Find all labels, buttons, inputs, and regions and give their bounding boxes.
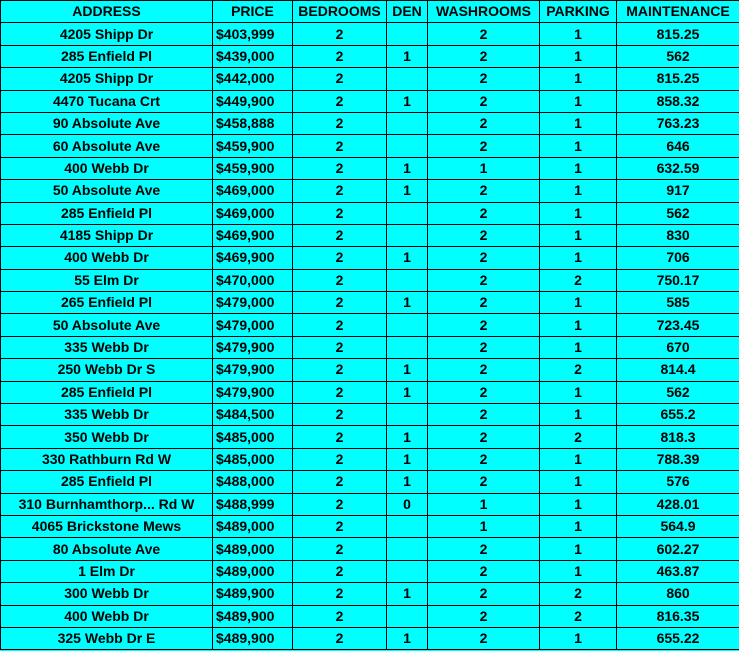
- address-cell: 330 Rathburn Rd W: [1, 448, 213, 470]
- table-body: [1, 23, 739, 650]
- washrooms-cell: 2: [428, 45, 540, 67]
- washrooms-cell: 2: [428, 23, 540, 45]
- bedrooms-cell: 2: [293, 23, 387, 45]
- maintenance-cell: 750.17: [617, 269, 739, 291]
- header-den: DEN: [387, 1, 428, 23]
- parking-cell: 1: [540, 68, 617, 90]
- parking-cell: 1: [540, 112, 617, 134]
- maintenance-cell: 917: [617, 180, 739, 202]
- header-parking: PARKING: [540, 1, 617, 23]
- washrooms-cell: 2: [428, 269, 540, 291]
- bedrooms-cell: 2: [293, 583, 387, 605]
- maintenance-cell: 632.59: [617, 157, 739, 179]
- bedrooms-cell: 2: [293, 247, 387, 269]
- parking-cell: 1: [540, 224, 617, 246]
- maintenance-cell: 463.87: [617, 560, 739, 582]
- maintenance-cell: 818.3: [617, 426, 739, 448]
- parking-cell: 1: [540, 448, 617, 470]
- price-cell: $479,000: [213, 314, 293, 336]
- table-row: [1, 135, 739, 157]
- table-row: [1, 292, 739, 314]
- parking-cell: 1: [540, 493, 617, 515]
- price-cell: $489,900: [213, 627, 293, 649]
- parking-cell: 1: [540, 292, 617, 314]
- table-row: [1, 202, 739, 224]
- parking-cell: 1: [540, 23, 617, 45]
- address-cell: 55 Elm Dr: [1, 269, 213, 291]
- address-cell: 325 Webb Dr E: [1, 627, 213, 649]
- den-cell: 1: [387, 381, 428, 403]
- price-cell: $488,000: [213, 471, 293, 493]
- header-bedrooms: BEDROOMS: [293, 1, 387, 23]
- maintenance-cell: 564.9: [617, 515, 739, 537]
- parking-cell: 1: [540, 202, 617, 224]
- washrooms-cell: 2: [428, 112, 540, 134]
- price-cell: $485,000: [213, 448, 293, 470]
- maintenance-cell: 655.2: [617, 404, 739, 426]
- price-cell: $489,000: [213, 515, 293, 537]
- bedrooms-cell: 2: [293, 471, 387, 493]
- parking-cell: 1: [540, 314, 617, 336]
- table-row: [1, 583, 739, 605]
- den-cell: [387, 23, 428, 45]
- price-cell: $479,900: [213, 359, 293, 381]
- address-cell: 400 Webb Dr: [1, 157, 213, 179]
- table-row: [1, 336, 739, 358]
- address-cell: 285 Enfield Pl: [1, 381, 213, 403]
- price-cell: $489,900: [213, 583, 293, 605]
- parking-cell: 1: [540, 538, 617, 560]
- washrooms-cell: 2: [428, 202, 540, 224]
- parking-cell: 2: [540, 605, 617, 627]
- den-cell: [387, 224, 428, 246]
- washrooms-cell: 2: [428, 90, 540, 112]
- bedrooms-cell: 2: [293, 224, 387, 246]
- washrooms-cell: 2: [428, 180, 540, 202]
- price-cell: $469,900: [213, 247, 293, 269]
- den-cell: [387, 202, 428, 224]
- table-row: [1, 515, 739, 537]
- table-row: [1, 538, 739, 560]
- bedrooms-cell: 2: [293, 627, 387, 649]
- bedrooms-cell: 2: [293, 381, 387, 403]
- washrooms-cell: 1: [428, 157, 540, 179]
- bedrooms-cell: 2: [293, 68, 387, 90]
- address-cell: 285 Enfield Pl: [1, 202, 213, 224]
- address-cell: 310 Burnhamthorp... Rd W: [1, 493, 213, 515]
- washrooms-cell: 2: [428, 605, 540, 627]
- price-cell: $469,000: [213, 180, 293, 202]
- address-cell: 80 Absolute Ave: [1, 538, 213, 560]
- den-cell: [387, 560, 428, 582]
- table-row: [1, 404, 739, 426]
- maintenance-cell: 585: [617, 292, 739, 314]
- address-cell: 50 Absolute Ave: [1, 314, 213, 336]
- address-cell: 265 Enfield Pl: [1, 292, 213, 314]
- address-cell: 4470 Tucana Crt: [1, 90, 213, 112]
- table-row: [1, 180, 739, 202]
- washrooms-cell: 2: [428, 336, 540, 358]
- address-cell: 335 Webb Dr: [1, 336, 213, 358]
- price-cell: $489,000: [213, 560, 293, 582]
- washrooms-cell: 2: [428, 292, 540, 314]
- bedrooms-cell: 2: [293, 292, 387, 314]
- parking-cell: 1: [540, 381, 617, 403]
- den-cell: [387, 515, 428, 537]
- washrooms-cell: 2: [428, 381, 540, 403]
- bedrooms-cell: 2: [293, 90, 387, 112]
- washrooms-cell: 2: [428, 314, 540, 336]
- table-row: [1, 112, 739, 134]
- address-cell: 335 Webb Dr: [1, 404, 213, 426]
- table-row: [1, 560, 739, 582]
- parking-cell: 1: [540, 471, 617, 493]
- washrooms-cell: 2: [428, 560, 540, 582]
- den-cell: 1: [387, 292, 428, 314]
- maintenance-cell: 602.27: [617, 538, 739, 560]
- den-cell: [387, 336, 428, 358]
- table-row: [1, 605, 739, 627]
- maintenance-cell: 815.25: [617, 23, 739, 45]
- den-cell: [387, 135, 428, 157]
- parking-cell: 1: [540, 135, 617, 157]
- table-row: [1, 224, 739, 246]
- address-cell: 250 Webb Dr S: [1, 359, 213, 381]
- table-row: [1, 157, 739, 179]
- address-cell: 4065 Brickstone Mews: [1, 515, 213, 537]
- price-cell: $459,900: [213, 157, 293, 179]
- parking-cell: 2: [540, 269, 617, 291]
- address-cell: 50 Absolute Ave: [1, 180, 213, 202]
- washrooms-cell: 2: [428, 224, 540, 246]
- den-cell: [387, 605, 428, 627]
- table-row: [1, 426, 739, 448]
- washrooms-cell: 2: [428, 68, 540, 90]
- price-cell: $449,900: [213, 90, 293, 112]
- maintenance-cell: 576: [617, 471, 739, 493]
- parking-cell: 1: [540, 180, 617, 202]
- den-cell: 1: [387, 45, 428, 67]
- bedrooms-cell: 2: [293, 493, 387, 515]
- table-row: [1, 90, 739, 112]
- maintenance-cell: 428.01: [617, 493, 739, 515]
- price-cell: $489,900: [213, 605, 293, 627]
- maintenance-cell: 655.22: [617, 627, 739, 649]
- price-cell: $459,900: [213, 135, 293, 157]
- den-cell: 1: [387, 180, 428, 202]
- price-cell: $439,000: [213, 45, 293, 67]
- price-cell: $469,000: [213, 202, 293, 224]
- washrooms-cell: 2: [428, 426, 540, 448]
- maintenance-cell: 858.32: [617, 90, 739, 112]
- header-maintenance: MAINTENANCE: [617, 1, 739, 23]
- address-cell: 285 Enfield Pl: [1, 45, 213, 67]
- bedrooms-cell: 2: [293, 135, 387, 157]
- den-cell: 1: [387, 448, 428, 470]
- bedrooms-cell: 2: [293, 202, 387, 224]
- bedrooms-cell: 2: [293, 157, 387, 179]
- den-cell: [387, 112, 428, 134]
- washrooms-cell: 2: [428, 471, 540, 493]
- table-row: [1, 23, 739, 45]
- price-cell: $470,000: [213, 269, 293, 291]
- den-cell: [387, 269, 428, 291]
- price-cell: $442,000: [213, 68, 293, 90]
- maintenance-cell: 788.39: [617, 448, 739, 470]
- bedrooms-cell: 2: [293, 359, 387, 381]
- table-row: [1, 448, 739, 470]
- table-row: [1, 45, 739, 67]
- table-row: [1, 359, 739, 381]
- header-washrooms: WASHROOMS: [428, 1, 540, 23]
- price-cell: $469,900: [213, 224, 293, 246]
- maintenance-cell: 562: [617, 45, 739, 67]
- washrooms-cell: 2: [428, 448, 540, 470]
- price-cell: $485,000: [213, 426, 293, 448]
- washrooms-cell: 2: [428, 538, 540, 560]
- maintenance-cell: 562: [617, 381, 739, 403]
- bedrooms-cell: 2: [293, 538, 387, 560]
- bedrooms-cell: 2: [293, 515, 387, 537]
- address-cell: 400 Webb Dr: [1, 247, 213, 269]
- address-cell: 4185 Shipp Dr: [1, 224, 213, 246]
- parking-cell: 1: [540, 45, 617, 67]
- parking-cell: 1: [540, 157, 617, 179]
- washrooms-cell: 2: [428, 583, 540, 605]
- address-cell: 1 Elm Dr: [1, 560, 213, 582]
- address-cell: 350 Webb Dr: [1, 426, 213, 448]
- maintenance-cell: 763.23: [617, 112, 739, 134]
- address-cell: 60 Absolute Ave: [1, 135, 213, 157]
- table-row: [1, 627, 739, 649]
- parking-cell: 1: [540, 90, 617, 112]
- table-row: [1, 493, 739, 515]
- den-cell: 1: [387, 583, 428, 605]
- bedrooms-cell: 2: [293, 112, 387, 134]
- washrooms-cell: 2: [428, 627, 540, 649]
- washrooms-cell: 2: [428, 359, 540, 381]
- table-row: [1, 247, 739, 269]
- price-cell: $489,000: [213, 538, 293, 560]
- address-cell: 400 Webb Dr: [1, 605, 213, 627]
- den-cell: 1: [387, 247, 428, 269]
- table-row: [1, 269, 739, 291]
- header-price: PRICE: [213, 1, 293, 23]
- maintenance-cell: 723.45: [617, 314, 739, 336]
- bedrooms-cell: 2: [293, 336, 387, 358]
- maintenance-cell: 562: [617, 202, 739, 224]
- header-row: [1, 1, 739, 23]
- den-cell: 1: [387, 157, 428, 179]
- den-cell: [387, 68, 428, 90]
- table-row: [1, 68, 739, 90]
- washrooms-cell: 1: [428, 515, 540, 537]
- washrooms-cell: 2: [428, 247, 540, 269]
- price-cell: $488,999: [213, 493, 293, 515]
- parking-cell: 1: [540, 515, 617, 537]
- den-cell: [387, 538, 428, 560]
- maintenance-cell: 816.35: [617, 605, 739, 627]
- parking-cell: 2: [540, 426, 617, 448]
- bedrooms-cell: 2: [293, 426, 387, 448]
- table-row: [1, 381, 739, 403]
- price-cell: $484,500: [213, 404, 293, 426]
- maintenance-cell: 815.25: [617, 68, 739, 90]
- washrooms-cell: 1: [428, 493, 540, 515]
- price-cell: $479,900: [213, 381, 293, 403]
- parking-cell: 1: [540, 404, 617, 426]
- price-cell: $479,900: [213, 336, 293, 358]
- bedrooms-cell: 2: [293, 314, 387, 336]
- bedrooms-cell: 2: [293, 404, 387, 426]
- den-cell: 1: [387, 359, 428, 381]
- bedrooms-cell: 2: [293, 180, 387, 202]
- table-row: [1, 314, 739, 336]
- parking-cell: 1: [540, 247, 617, 269]
- maintenance-cell: 670: [617, 336, 739, 358]
- parking-cell: 1: [540, 627, 617, 649]
- bedrooms-cell: 2: [293, 448, 387, 470]
- den-cell: [387, 404, 428, 426]
- bedrooms-cell: 2: [293, 45, 387, 67]
- bedrooms-cell: 2: [293, 269, 387, 291]
- parking-cell: 1: [540, 336, 617, 358]
- den-cell: 1: [387, 426, 428, 448]
- den-cell: 1: [387, 627, 428, 649]
- address-cell: 4205 Shipp Dr: [1, 68, 213, 90]
- washrooms-cell: 2: [428, 135, 540, 157]
- address-cell: 90 Absolute Ave: [1, 112, 213, 134]
- den-cell: 1: [387, 90, 428, 112]
- parking-cell: 2: [540, 583, 617, 605]
- address-cell: 4205 Shipp Dr: [1, 23, 213, 45]
- den-cell: 0: [387, 493, 428, 515]
- washrooms-cell: 2: [428, 404, 540, 426]
- den-cell: [387, 314, 428, 336]
- bedrooms-cell: 2: [293, 560, 387, 582]
- bedrooms-cell: 2: [293, 605, 387, 627]
- price-cell: $479,000: [213, 292, 293, 314]
- header-address: ADDRESS: [1, 1, 213, 23]
- price-cell: $458,888: [213, 112, 293, 134]
- maintenance-cell: 706: [617, 247, 739, 269]
- address-cell: 300 Webb Dr: [1, 583, 213, 605]
- maintenance-cell: 814.4: [617, 359, 739, 381]
- table-row: [1, 471, 739, 493]
- parking-cell: 2: [540, 359, 617, 381]
- maintenance-cell: 830: [617, 224, 739, 246]
- address-cell: 285 Enfield Pl: [1, 471, 213, 493]
- den-cell: 1: [387, 471, 428, 493]
- maintenance-cell: 860: [617, 583, 739, 605]
- maintenance-cell: 646: [617, 135, 739, 157]
- price-cell: $403,999: [213, 23, 293, 45]
- parking-cell: 1: [540, 560, 617, 582]
